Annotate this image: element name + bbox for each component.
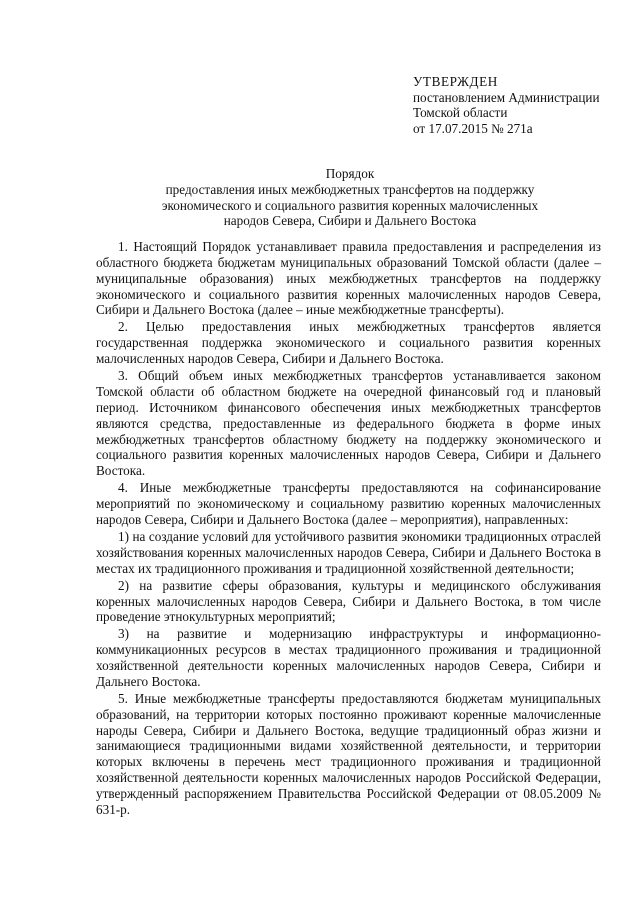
title-line: народов Севера, Сибири и Дальнего Востока	[223, 213, 477, 229]
paragraph-4-item-2: 2) на развитие сферы образования, культуры и медицинского обслуживания коренных малочисленных народов Севера, Сибири и Дальнего Востока, в том числе проведение этнокультурных мероприятий;	[96, 577, 601, 625]
paragraph-4-item-3: 3) на развитие и модернизацию инфраструктуры и информационно-коммуникационных ресурсов в местах традиционного проживания и традиционной хозяйственной деятельности коренных малочисленных народов Севера, Сибири и Дальнего Востока.	[96, 626, 601, 689]
approval-stamp	[413, 74, 600, 136]
paragraph-5: 5. Иные межбюджетные трансферты предоставляются бюджетам муниципальных образований, на территории которых постоянно проживают коренные малочисленные народы Севера, Сибири и Дальнего Востока, ведущие традиционный образ жизни и занимающиеся традиционными видами хозяйственной деятельности, и территории которых включены в перечень мест традиционного проживания и традиционной хозяйственной деятельности коренных малочисленных народов Российской Федерации, утвержденный распоряжением Правительства Российской Федерации от 08.05.2009 № 631-р.	[96, 690, 601, 817]
paragraph-3: 3. Общий объем иных межбюджетных трансфертов устанавливается законом Томской области об областном бюджете на очередной финансовый год и плановый период. Источником финансового обеспечения иных межбюджетных трансфертов являются средства, предоставленные из федерального бюджета в форме иных межбюджетных трансфертов областному бюджету на поддержку экономического и социального развития коренных малочисленных народов Севера, Сибири и Дальнего Востока.	[96, 368, 601, 479]
title-line: Порядок	[325, 166, 375, 181]
document-title	[60, 166, 640, 229]
paragraph-4-item-1: 1) на создание условий для устойчивого развития экономики традиционных отраслей хозяйствования коренных малочисленных народов Севера, Сибири и Дальнего Востока в местах их традиционного проживания и традиционной хозяйственной деятельности;	[96, 528, 601, 576]
document-body	[96, 239, 601, 818]
approval-line: Томской области	[413, 105, 508, 121]
paragraph-1: 1. Настоящий Порядок устанавливает правила предоставления и распределения из областного бюджета бюджетам муниципальных образований Томской области (далее – муниципальные образования) иных межбюджетных трансфертов на поддержку экономического и социального развития коренных малочисленных народов Севера, Сибири и Дальнего Востока (далее – иные межбюджетные трансферты).	[96, 239, 601, 318]
approval-line: постановлением Администрации	[413, 89, 600, 105]
title-line: экономического и социального развития коренных малочисленных	[161, 197, 539, 213]
paragraph-2: 2. Целью предоставления иных межбюджетных трансфертов является государственная поддержка экономического и социального развития коренных малочисленных народов Севера, Сибири и Дальнего Востока.	[96, 319, 601, 367]
paragraph-4: 4. Иные межбюджетные трансферты предоставляются на софинансирование мероприятий по экономическому и социальному развитию коренных малочисленных народов Севера, Сибири и Дальнего Востока (далее – мероприятия), направленных:	[96, 480, 601, 527]
approval-date: от 17.07.2015 № 271а	[413, 120, 533, 136]
title-line: предоставления иных межбюджетных трансфертов на поддержку	[165, 181, 535, 197]
approval-heading: УТВЕРЖДЕН	[413, 74, 498, 89]
